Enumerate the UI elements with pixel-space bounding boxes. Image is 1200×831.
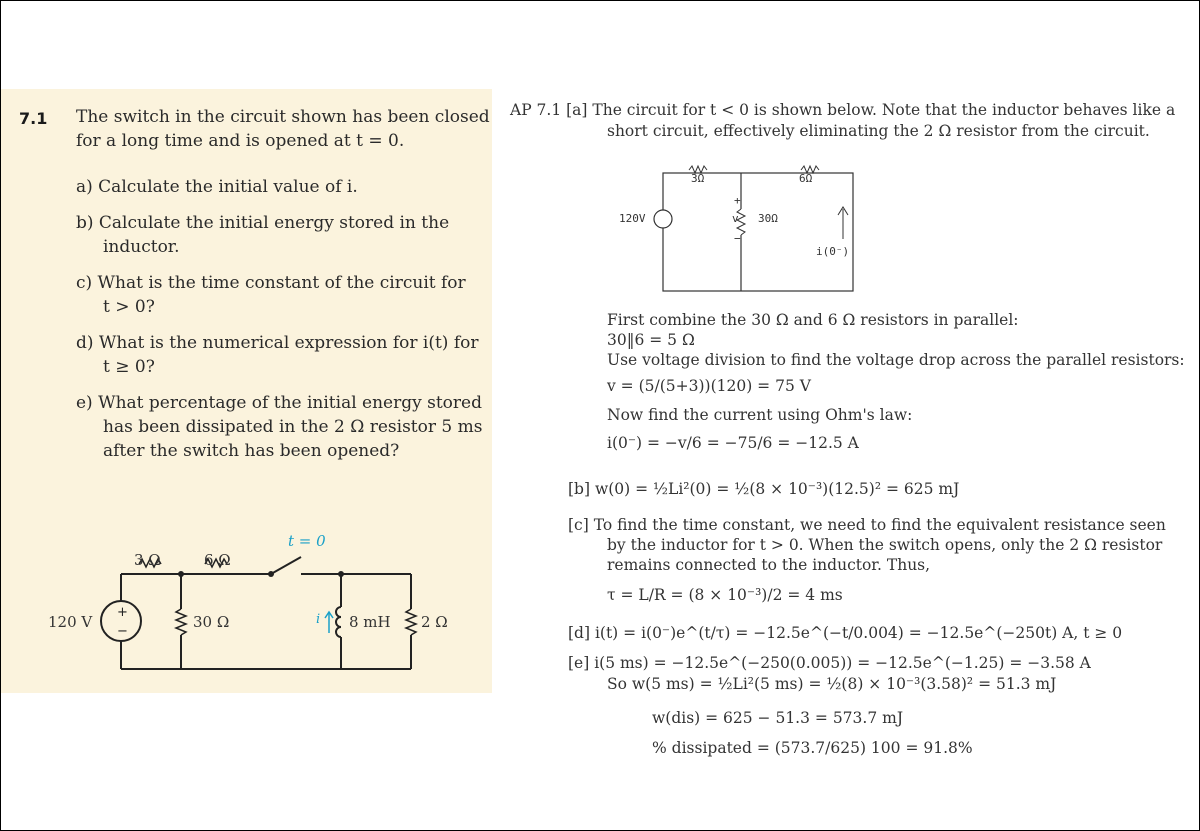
resistor-30-icon (176, 609, 186, 635)
problem-circuit-diagram (1, 519, 492, 693)
small-r2-label: 6Ω (799, 172, 813, 185)
small-r1-label: 3Ω (691, 172, 705, 185)
problem-statement-line2: for a long time and is opened at t = 0. (76, 131, 405, 151)
solution-header-line2: short circuit, effectively eliminating the 2 Ω resistor from the circuit. (607, 122, 1150, 140)
solution-line-voltage-division: Use voltage division to find the voltage drop across the parallel resistors: (607, 351, 1185, 369)
solution-part-b: [b] w(0) = ½Li²(0) = ½(8 × 10⁻³)(12.5)² = 625 mJ (568, 480, 960, 498)
part-e-line2: has been dissipated in the 2 Ω resistor 5 ms (103, 417, 483, 437)
problem-statement-line1: The switch in the circuit shown has been closed (76, 107, 490, 127)
circuit-source-label: 120 V (48, 613, 93, 631)
solution-part-c-line3: remains connected to the inductor. Thus, (607, 556, 931, 574)
part-d-line1: d) What is the numerical expression for i(t) for (76, 333, 479, 353)
svg-text:+: + (117, 605, 128, 620)
solution-part-e-line1: [e] i(5 ms) = −12.5e^(−250(0.005)) = −12.5e^(−1.25) = −3.58 A (568, 654, 1091, 672)
small-v-label: v (732, 212, 739, 225)
part-e-line3: after the switch has been opened? (103, 441, 400, 461)
solution-part-e-line3: w(dis) = 625 − 51.3 = 573.7 mJ (652, 709, 904, 727)
solution-line-combine: First combine the 30 Ω and 6 Ω resistors in parallel: (607, 311, 1019, 329)
small-source-label: 120V (619, 212, 646, 225)
small-minus-label: − (734, 232, 741, 245)
solution-line-v-eq: v = (5/(5+3))(120) = 75 V (607, 377, 811, 395)
problem-panel (1, 89, 492, 693)
solution-part-c-line1: [c] To find the time constant, we need to find the equivalent resistance seen (568, 516, 1166, 534)
inductor-icon (336, 607, 341, 637)
part-b-line1: b) Calculate the initial energy stored in the (76, 213, 450, 233)
part-b-line2: inductor. (103, 237, 180, 257)
small-r3-label: 30Ω (758, 212, 778, 225)
small-source-icon (654, 210, 672, 228)
circuit-r4-label: 2 Ω (421, 613, 448, 631)
circuit-r2-label: 6 Ω (204, 551, 231, 569)
solution-part-e-line2: So w(5 ms) = ½Li²(5 ms) = ½(8) × 10⁻³(3.58)² = 51.3 mJ (607, 675, 1057, 693)
resistor-2-icon (406, 609, 416, 635)
circuit-r1-label: 3 Ω (134, 551, 161, 569)
part-a: a) Calculate the initial value of i. (76, 177, 358, 197)
part-e-line1: e) What percentage of the initial energy stored (76, 393, 482, 413)
part-d-line2: t ≥ 0? (103, 357, 155, 377)
solution-part-d: [d] i(t) = i(0⁻)e^(t/τ) = −12.5e^(−t/0.004) = −12.5e^(−250t) A, t ≥ 0 (568, 624, 1123, 642)
part-c-line2: t > 0? (103, 297, 155, 317)
solution-circuit-diagram (611, 161, 891, 301)
small-plus-label: + (734, 194, 741, 207)
circuit-switch-label: t = 0 (288, 532, 326, 550)
solution-line-parallel: 30‖6 = 5 Ω (607, 331, 695, 349)
circuit-r3-label: 30 Ω (193, 613, 230, 631)
part-c-line1: c) What is the time constant of the circuit for (76, 273, 466, 293)
solution-part-e-line4: % dissipated = (573.7/625) 100 = 91.8% (652, 739, 973, 757)
circuit-inductor-label: 8 mH (349, 613, 391, 631)
solution-line-i0: i(0⁻) = −v/6 = −75/6 = −12.5 A (607, 434, 859, 452)
problem-number: 7.1 (19, 109, 48, 128)
solution-part-c-tau: τ = L/R = (8 × 10⁻³)/2 = 4 ms (607, 586, 843, 604)
solution-header-line1: AP 7.1 [a] The circuit for t < 0 is shown below. Note that the inductor behaves like a (510, 101, 1176, 119)
circuit-current-label: i (316, 612, 321, 627)
small-current-label: i(0⁻) (816, 245, 850, 258)
solution-line-ohms-law: Now find the current using Ohm's law: (607, 406, 913, 424)
svg-text:−: − (117, 624, 128, 639)
solution-part-c-line2: by the inductor for t > 0. When the switch opens, only the 2 Ω resistor (607, 536, 1163, 554)
